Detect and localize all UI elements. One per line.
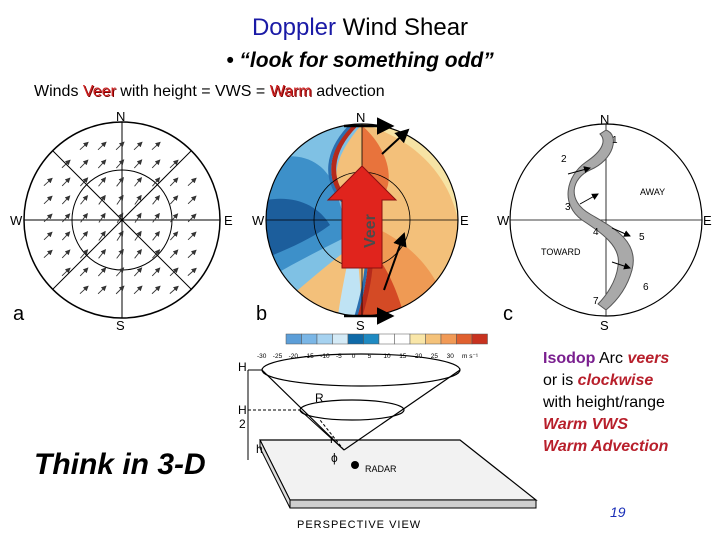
wind-arrow [134, 160, 141, 168]
wind-arrow [80, 142, 88, 149]
wind-arrow [62, 232, 69, 240]
arc-point-3: 3 [565, 202, 571, 213]
wind-arrow [170, 250, 178, 258]
think-in-3d: Think in 3-D [34, 448, 206, 481]
wind-arrow [98, 286, 106, 294]
panel-c-isodop-arc [497, 112, 712, 333]
wind-arrow [152, 142, 160, 149]
wind-arrow [62, 268, 70, 276]
away-label: AWAY [640, 187, 666, 197]
wind-arrow [134, 142, 142, 150]
colorbar-tick-label: -20 [288, 353, 299, 360]
wind-arrow [134, 286, 142, 294]
colorbar-swatch [286, 334, 302, 344]
warm-word: Warm [269, 83, 312, 100]
colorbar-swatch [457, 334, 473, 344]
panel-b-n-label: N [356, 110, 366, 125]
wind-arrow [170, 196, 177, 204]
velocity-colorbar [257, 334, 488, 360]
wind-arrow [153, 214, 160, 223]
panel-b-e-label: E [460, 213, 469, 228]
colorbar-swatch [472, 334, 488, 344]
wind-arrow [44, 232, 52, 240]
wind-arrow [99, 196, 105, 205]
wind-arrow [135, 231, 141, 240]
wind-arrow [153, 232, 160, 241]
colorbar-swatch [379, 334, 395, 344]
arc-point-5: 5 [639, 232, 645, 243]
wind-arrow [44, 250, 52, 257]
radar-label: RADAR [365, 464, 397, 474]
wind-arrow [98, 142, 106, 150]
toward-label: TOWARD [541, 247, 581, 257]
wind-arrow [188, 250, 196, 258]
wind-arrow [62, 214, 69, 222]
colorbar-tick-label: -30 [257, 353, 267, 360]
colorbar-swatch [426, 334, 442, 344]
colorbar-swatch [364, 334, 380, 344]
wind-arrow [188, 214, 196, 222]
wind-arrow [153, 196, 160, 205]
height-half-two-label: 2 [239, 417, 246, 431]
colorbar-swatch [410, 334, 426, 344]
colorbar-swatch [441, 334, 457, 344]
colorbar-tick-label: -15 [304, 353, 314, 360]
wind-arrow [135, 213, 141, 222]
perspective-view-diagram [238, 354, 536, 531]
title-wind-shear: Wind Shear [342, 14, 469, 41]
range-r-label: r [330, 432, 334, 446]
page-number: 19 [610, 504, 626, 520]
wind-arrow [135, 196, 141, 205]
arc-point-6: 6 [643, 282, 649, 293]
panel-b-s-label: S [356, 318, 365, 333]
wind-arrow [188, 178, 196, 185]
panel-a-s-label: S [116, 318, 125, 333]
veer-arrow-label: Veer [362, 214, 379, 248]
colorbar-swatch [348, 334, 364, 344]
colorbar-tick-label: -5 [336, 353, 342, 360]
perspective-caption: PERSPECTIVE VIEW [297, 519, 422, 531]
wind-arrow [188, 268, 196, 275]
panel-a-letter: a [13, 303, 25, 325]
wind-arrow [116, 160, 123, 168]
wind-arrow [134, 268, 141, 276]
wind-arrow [99, 213, 105, 222]
wind-arrow [152, 160, 160, 168]
wind-arrow [116, 268, 123, 276]
phi-label: ϕ [331, 451, 338, 465]
wind-arrow [62, 196, 69, 204]
wind-arrow [44, 178, 52, 185]
veer-word: Veer [82, 83, 116, 100]
colorbar-tick-label: 5 [367, 353, 372, 360]
wind-arrow [44, 214, 52, 222]
wind-arrow [98, 268, 105, 276]
colorbar-tick-label: 15 [399, 353, 407, 360]
wind-arrow [170, 178, 178, 186]
wind-arrow [170, 232, 177, 240]
wind-arrow [99, 232, 105, 241]
wind-arrow [62, 250, 70, 258]
arc-arrow [580, 194, 598, 204]
panel-c-n-label: N [600, 112, 610, 127]
panel-b-letter: b [256, 303, 268, 325]
wind-arrow [135, 250, 142, 259]
panel-c-letter: c [503, 303, 513, 325]
wind-arrow [98, 160, 105, 168]
wind-arrow [170, 160, 178, 168]
wind-arrow [188, 232, 196, 240]
wind-arrow [80, 160, 88, 168]
wind-arrow [152, 286, 160, 294]
wind-arrow [81, 232, 88, 241]
slide-subtitle: • “look for something odd” [226, 49, 494, 72]
radar-dot [351, 461, 359, 469]
colorbar-tick-label: 0 [351, 353, 356, 360]
colorbar-tick-label: -10 [320, 353, 330, 360]
height-hs-label: h [256, 442, 263, 456]
arc-point-1: 1 [612, 135, 618, 146]
panel-a-n-label: N [116, 109, 126, 124]
colorbar-unit: m s⁻¹ [462, 353, 479, 360]
wind-arrow [170, 286, 178, 293]
wind-arrow [99, 250, 106, 259]
colorbar-swatch [302, 334, 318, 344]
wind-arrow [99, 178, 106, 187]
panel-b-w-label: W [252, 213, 265, 228]
panel-a-e-label: E [224, 213, 233, 228]
arc-point-4: 4 [593, 227, 599, 238]
colorbar-swatch [317, 334, 333, 344]
panel-a-w-label: W [10, 213, 23, 228]
panel-b-doppler-image [252, 110, 469, 333]
colorbar-swatch [333, 334, 349, 344]
arc-point-2: 2 [561, 154, 567, 165]
colorbar-tick-label: 25 [430, 353, 439, 360]
colorbar-swatch [395, 334, 411, 344]
arc-point-7: 7 [593, 296, 599, 307]
colorbar-tick-label: 30 [446, 353, 454, 360]
panel-a-wind-field [10, 109, 233, 333]
wind-arrow [116, 142, 124, 150]
title-doppler: Doppler [251, 14, 336, 41]
colorbar-tick-label: -25 [272, 353, 283, 360]
wind-arrow [80, 286, 88, 293]
panel-c-w-label: W [497, 213, 510, 228]
wind-arrow [188, 196, 196, 204]
colorbar-tick-label: 10 [383, 353, 391, 360]
wind-arrow [81, 214, 88, 223]
winds-veer-line: Winds Veer with height = VWS = Warm advection [34, 83, 385, 100]
range-R-label: R [315, 391, 324, 405]
height-h-label: H [238, 360, 247, 374]
wind-arrow [116, 286, 124, 294]
wind-arrow [152, 178, 159, 186]
wind-arrow [44, 196, 52, 204]
height-half-h-label: H [238, 403, 247, 417]
wind-arrow [80, 250, 87, 258]
panel-c-s-label: S [600, 318, 609, 333]
wind-arrow [135, 178, 142, 187]
colorbar-tick-label: 20 [415, 353, 423, 360]
wind-arrow [62, 178, 70, 186]
panel-c-e-label: E [703, 213, 712, 228]
wind-arrow [81, 196, 88, 205]
wind-arrow [80, 268, 88, 276]
wind-arrow [152, 268, 160, 276]
isodop-explanation: Isodop Arc veers or is clockwise with height/range Warm VWS Warm Advection [543, 350, 670, 455]
